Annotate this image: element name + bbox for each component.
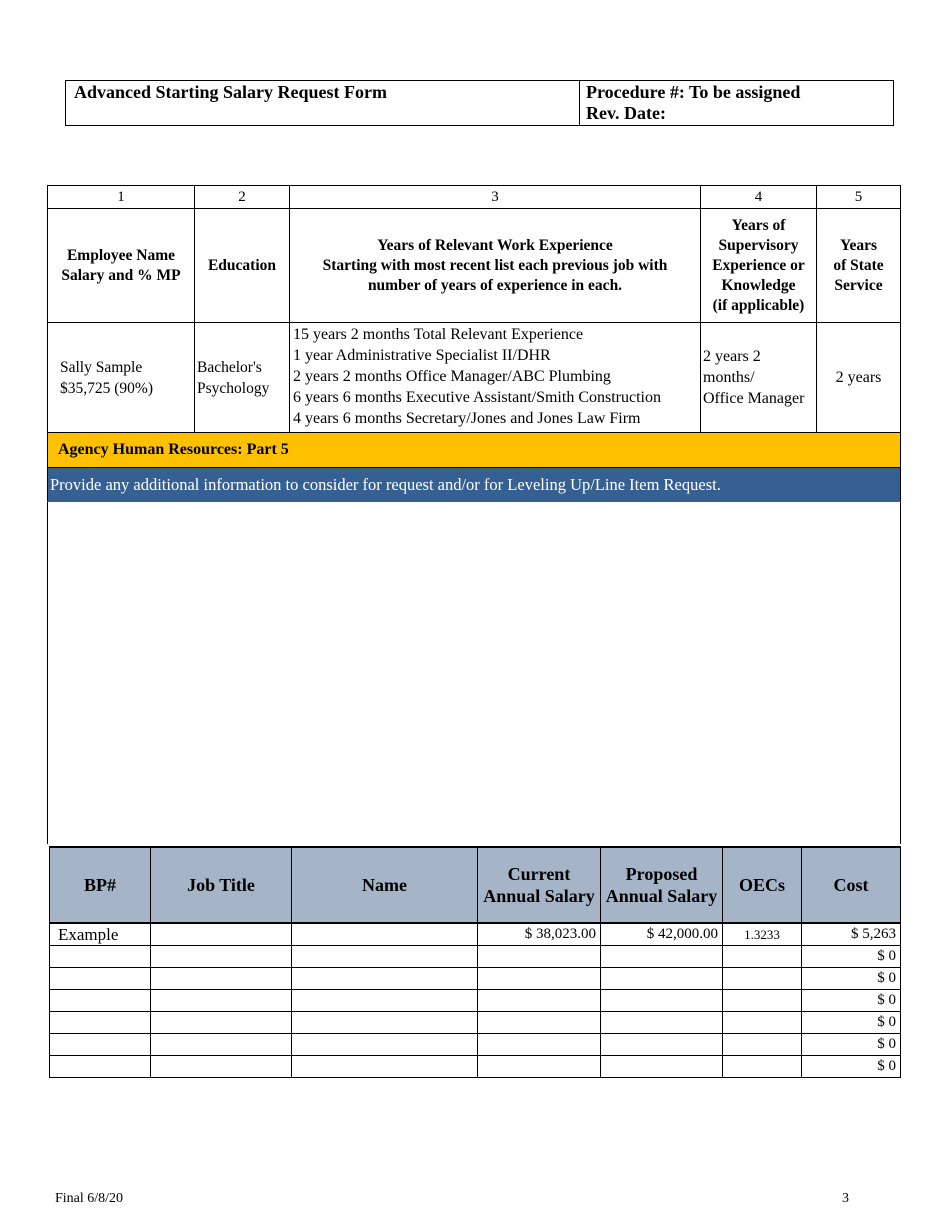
oecs-cell[interactable] [723,1034,802,1056]
column-number: 2 [195,186,290,209]
additional-info-input-area[interactable] [48,502,901,845]
experience-line: 2 years 2 months Office Manager/ABC Plumbing [293,368,611,385]
cost-cell[interactable]: $ 5,263 [802,923,901,946]
header-text: number of years of experience in each. [367,276,623,294]
cost-cell[interactable]: $ 0 [802,990,901,1012]
header-education: Education [195,209,290,323]
name-cell[interactable] [292,1012,478,1034]
form-title: Advanced Starting Salary Request Form [66,81,580,126]
experience-table [47,185,901,844]
header-text: Years of Relevant Work Experience [377,236,613,254]
header-employee [48,209,195,323]
header-experience [290,209,701,323]
example-row [48,323,901,433]
current-salary-cell[interactable] [478,990,601,1012]
table-row [50,946,901,968]
supervisory-text: Office Manager [703,390,805,407]
table-row [50,923,901,946]
experience-cell[interactable] [290,323,701,433]
proposed-salary-cell[interactable] [601,946,723,968]
supervisory-text: 2 years 2 [703,348,761,365]
proposed-salary-cell[interactable] [601,990,723,1012]
header-name: Name [292,847,478,923]
job-title-cell[interactable] [151,946,292,968]
job-title-cell[interactable] [151,1012,292,1034]
form-header [65,80,894,126]
additional-info-row [48,468,901,502]
proposed-salary-cell[interactable] [601,1012,723,1034]
additional-info-prompt: Provide any additional information to consider for request and/or for Leveling Up/Line Item Request. [48,468,901,502]
header-text: Proposed [625,864,698,884]
header-text: Salary and % MP [61,266,181,284]
rev-date: Rev. Date: [586,103,666,123]
current-salary-cell[interactable] [478,1034,601,1056]
employee-cell[interactable] [48,323,195,433]
current-salary-cell[interactable]: $ 38,023.00 [478,923,601,946]
header-state-service [817,209,901,323]
proposed-salary-cell[interactable]: $ 42,000.00 [601,923,723,946]
column-number-row [48,186,901,209]
cost-table [49,846,901,1078]
name-cell[interactable] [292,923,478,946]
header-bp: BP# [50,847,151,923]
proposed-salary-cell[interactable] [601,1056,723,1078]
cost-table-body [50,923,901,1078]
current-salary-cell[interactable] [478,946,601,968]
bp-cell[interactable] [50,1012,151,1034]
bp-cell[interactable]: Example [50,923,151,946]
cost-cell[interactable]: $ 0 [802,968,901,990]
proposed-salary-cell[interactable] [601,1034,723,1056]
procedure-info [580,81,894,126]
oecs-cell[interactable] [723,946,802,968]
header-text: Years [839,236,878,254]
procedure-number: Procedure #: To be assigned [586,82,801,102]
header-text: Current [507,864,571,884]
header-text: Service [834,276,883,294]
education-degree: Bachelor's [197,358,262,376]
education-cell[interactable] [195,323,290,433]
header-job-title: Job Title [151,847,292,923]
bp-cell[interactable] [50,968,151,990]
cost-cell[interactable]: $ 0 [802,1012,901,1034]
header-supervisory [701,209,817,323]
header-text: Annual Salary [483,886,595,906]
header-text: Annual Salary [605,886,718,906]
name-cell[interactable] [292,946,478,968]
cost-cell[interactable]: $ 0 [802,1056,901,1078]
header-text: Experience or [712,256,805,274]
name-cell[interactable] [292,1034,478,1056]
cost-cell[interactable]: $ 0 [802,1034,901,1056]
column-number: 4 [701,186,817,209]
agency-section-row [48,433,901,468]
experience-line: 6 years 6 months Executive Assistant/Smith Construction [293,389,661,406]
cost-cell[interactable]: $ 0 [802,946,901,968]
header-text: Employee Name [66,246,176,264]
experience-line: 1 year Administrative Specialist II/DHR [293,347,551,364]
job-title-cell[interactable] [151,923,292,946]
agency-section-title: Agency Human Resources: Part 5 [48,433,901,468]
name-cell[interactable] [292,990,478,1012]
page-number: 3 [842,1191,849,1206]
job-title-cell[interactable] [151,1034,292,1056]
oecs-cell[interactable]: 1.3233 [723,923,802,946]
current-salary-cell[interactable] [478,1056,601,1078]
table-row [50,1034,901,1056]
bp-cell[interactable] [50,990,151,1012]
name-cell[interactable] [292,968,478,990]
column-number: 1 [48,186,195,209]
supervisory-text: months/ [703,369,755,386]
column-number: 5 [817,186,901,209]
employee-salary: $35,725 (90%) [60,379,153,397]
job-title-cell[interactable] [151,1056,292,1078]
cost-header-row [50,847,901,923]
job-title-cell[interactable] [151,990,292,1012]
header-text: (if applicable) [712,296,805,314]
header-oecs: OECs [723,847,802,923]
oecs-cell[interactable] [723,1056,802,1078]
header-current-salary [478,847,601,923]
additional-info-area-row [48,502,901,845]
education-major: Psychology [197,379,270,397]
job-title-cell[interactable] [151,968,292,990]
table-row [50,990,901,1012]
header-proposed-salary [601,847,723,923]
header-text: Starting with most recent list each previous job with [322,256,668,274]
table-row [50,1012,901,1034]
experience-line: 4 years 6 months Secretary/Jones and Jones Law Firm [293,410,641,427]
header-cost: Cost [802,847,901,923]
header-text: Supervisory [718,236,799,254]
current-salary-cell[interactable] [478,968,601,990]
header-text: Knowledge [721,276,796,294]
proposed-salary-cell[interactable] [601,968,723,990]
employee-name: Sally Sample [60,358,143,376]
oecs-cell[interactable] [723,968,802,990]
name-cell[interactable] [292,1056,478,1078]
oecs-cell[interactable] [723,1012,802,1034]
bp-cell[interactable] [50,1034,151,1056]
header-text: of State [833,256,884,274]
column-number: 3 [290,186,701,209]
current-salary-cell[interactable] [478,1012,601,1034]
table-row [50,968,901,990]
header-text: Years of [731,216,786,234]
bp-cell[interactable] [50,1056,151,1078]
footer-version: Final 6/8/20 [55,1191,124,1206]
oecs-cell[interactable] [723,990,802,1012]
bp-cell[interactable] [50,946,151,968]
header-row [48,209,901,323]
supervisory-cell[interactable] [701,323,817,433]
state-service-cell[interactable]: 2 years [817,323,901,433]
table-row [50,1056,901,1078]
experience-line: 15 years 2 months Total Relevant Experience [293,326,584,343]
